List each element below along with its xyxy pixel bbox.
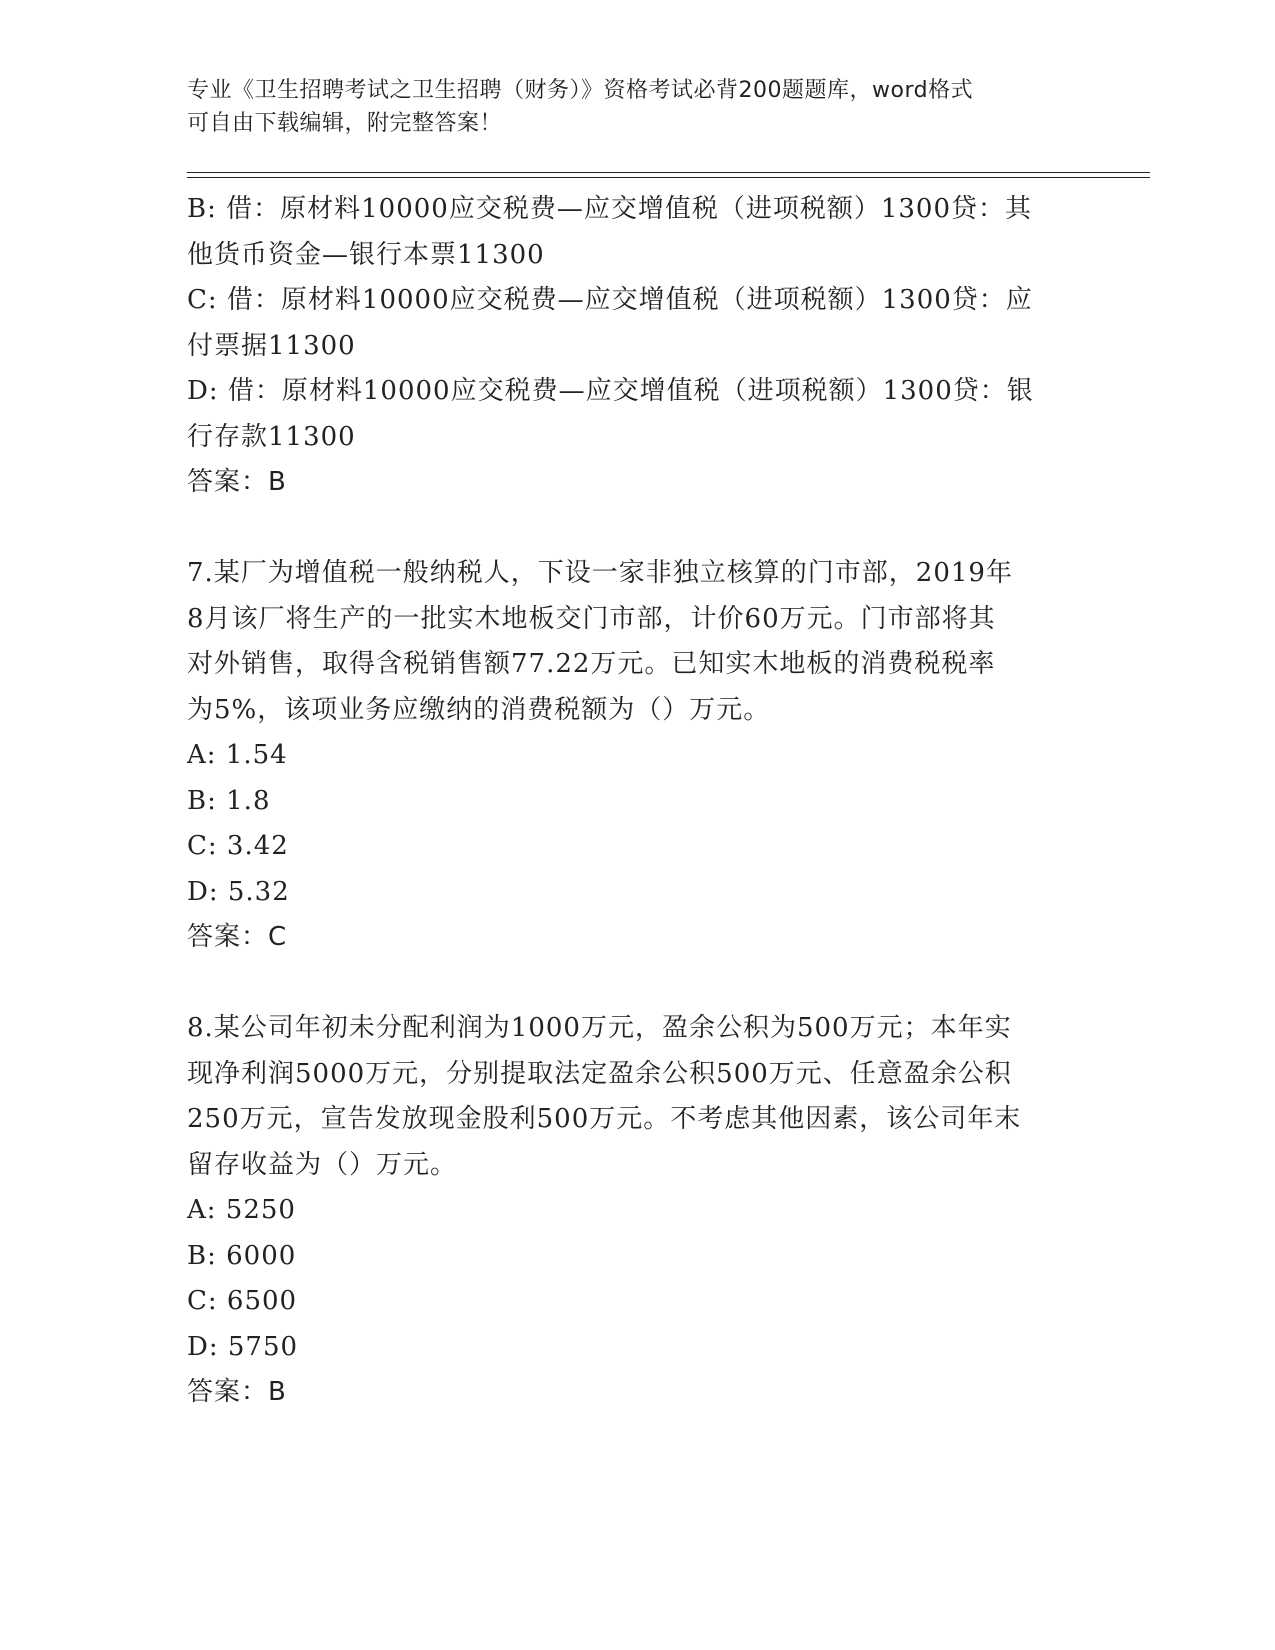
option-d: D: 5750 xyxy=(187,1331,299,1362)
header-title-line-2: 可自由下载编辑，附完整答案！ xyxy=(187,111,503,136)
option-d: D: 5.32 xyxy=(187,876,290,907)
question-stem-line: 8月该厂将生产的一批实木地板交门市部，计价60万元。门市部将其 xyxy=(187,603,996,634)
question-stem-line: 7.某厂为增值税一般纳税人，下设一家非独立核算的门市部，2019年 xyxy=(187,558,1013,588)
option-line: B: 借：原材料10000应交税费—应交增值税（进项税额）1300贷：其 xyxy=(187,194,1033,224)
question-stem-line: 留存收益为（）万元。 xyxy=(187,1149,458,1180)
option-c: C: 6500 xyxy=(187,1286,298,1316)
option-line: D: 借：原材料10000应交税费—应交增值税（进项税额）1300贷：银 xyxy=(187,376,1034,406)
header-title-line-1: 专业《卫生招聘考试之卫生招聘（财务）》资格考试必背200题题库，word格式 xyxy=(187,78,974,103)
answer-label: 答案：B xyxy=(187,467,287,497)
question-stem-line: 对外销售，取得含税销售额77.22万元。已知实木地板的消费税税率 xyxy=(187,649,996,679)
question-stem-line: 为5%，该项业务应缴纳的消费税额为（）万元。 xyxy=(187,694,771,725)
answer-label: 答案：C xyxy=(187,922,288,952)
header-rule-bottom xyxy=(187,177,1150,178)
document-header xyxy=(187,74,1067,140)
question-8 xyxy=(187,1006,1077,1416)
option-b: B: 1.8 xyxy=(187,785,271,816)
spacer xyxy=(187,961,1077,1007)
document-body xyxy=(187,187,1077,1416)
header-rule-top xyxy=(187,172,1150,173)
answer-label: 答案：B xyxy=(187,1377,287,1407)
option-a: A: 5250 xyxy=(187,1195,296,1225)
option-c: C: 3.42 xyxy=(187,831,289,861)
option-line: C: 借：原材料10000应交税费—应交增值税（进项税额）1300贷：应 xyxy=(187,285,1033,315)
option-b: B: 6000 xyxy=(187,1240,297,1271)
option-line: 他货币资金—银行本票11300 xyxy=(187,239,545,270)
question-stem-line: 现净利润5000万元，分别提取法定盈余公积500万元、任意盈余公积 xyxy=(187,1058,1012,1089)
option-line: 付票据11300 xyxy=(187,330,356,361)
question-stem-line: 250万元，宣告发放现金股利500万元。不考虑其他因素，该公司年末 xyxy=(187,1104,1022,1134)
question-stem-line: 8.某公司年初未分配利润为1000万元，盈余公积为500万元；本年实 xyxy=(187,1013,1012,1043)
spacer xyxy=(187,506,1077,552)
option-a: A: 1.54 xyxy=(187,740,288,770)
question-7 xyxy=(187,551,1077,961)
previous-question-options xyxy=(187,187,1077,506)
option-line: 行存款11300 xyxy=(187,421,356,452)
